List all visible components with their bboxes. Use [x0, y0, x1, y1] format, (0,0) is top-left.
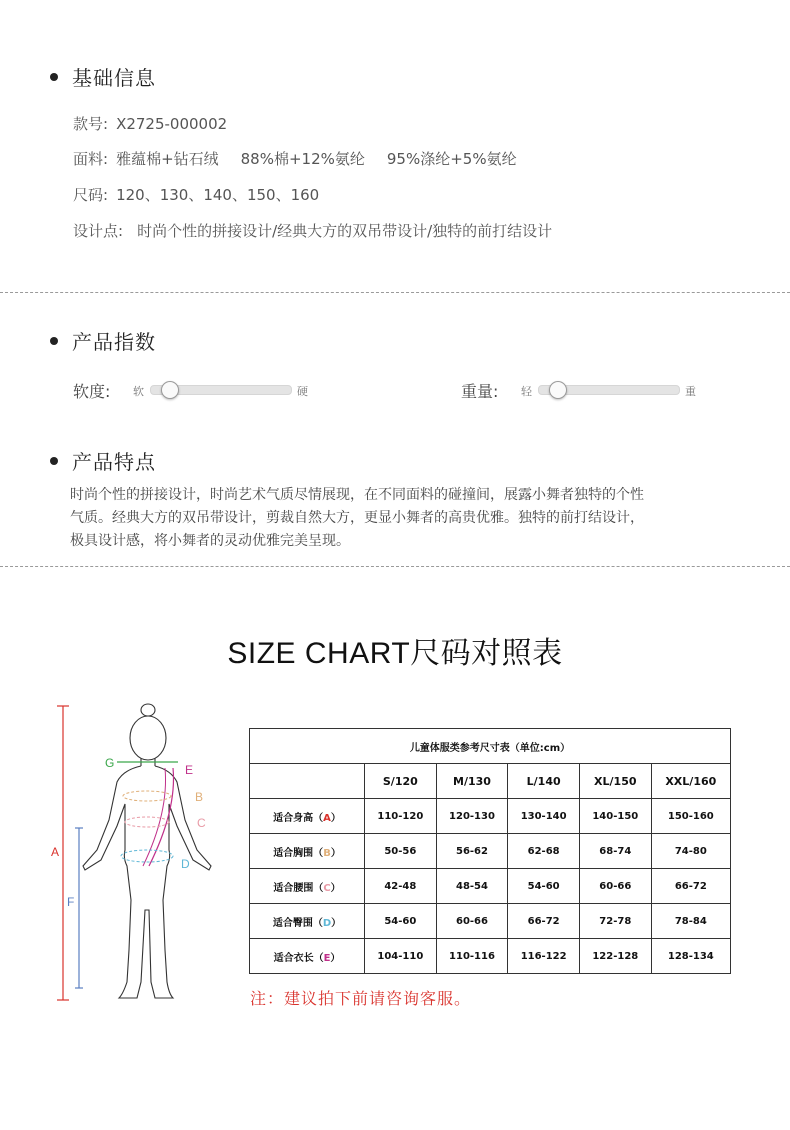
purchase-note: 注：建议拍下前请咨询客服。 [250, 989, 472, 1008]
table-cell: 110-116 [436, 939, 508, 974]
table-cell: 116-122 [508, 939, 580, 974]
table-row [250, 799, 731, 834]
row-label-letter: A [323, 812, 331, 824]
weight-label: 重量: [461, 382, 499, 401]
row-label-text: 适合胸围（ [273, 847, 324, 859]
table-row-label [250, 834, 365, 869]
style-number-value: X2725-000002 [116, 115, 228, 133]
table-header-empty [250, 764, 365, 799]
divider [0, 566, 790, 567]
table-cell: 54-60 [508, 869, 580, 904]
table-cell: 68-74 [579, 834, 651, 869]
table-cell: 140-150 [579, 799, 651, 834]
row-label-text: 适合腰围（ [273, 882, 324, 894]
table-cell: 60-66 [579, 869, 651, 904]
table-cell: 120-130 [436, 799, 508, 834]
basic-info-header [50, 62, 156, 91]
design-label: 设计点: [73, 222, 124, 240]
bullet-icon [50, 337, 58, 345]
table-cell: 130-140 [508, 799, 580, 834]
table-cell: 128-134 [651, 939, 730, 974]
table-cell: 110-120 [365, 799, 437, 834]
design-row [73, 220, 552, 241]
softness-slider-track[interactable] [150, 385, 292, 395]
style-number-label: 款号: [73, 115, 109, 133]
fabric-value-1: 雅蕴棉+钻石绒 [116, 150, 219, 168]
figure-label-e: E [185, 763, 194, 777]
features-line: 极具设计感，将小舞者的灵动优雅完美呈现。 [70, 533, 350, 549]
table-caption: 儿童体服类参考尺寸表（单位:cm） [250, 729, 731, 764]
table-cell: 48-54 [436, 869, 508, 904]
fabric-value-2: 88%棉+12%氨纶 [240, 150, 365, 168]
body-measurement-figure [45, 700, 235, 1010]
child-silhouette-icon [83, 704, 211, 998]
size-row [73, 184, 319, 205]
table-cell: 72-78 [579, 904, 651, 939]
style-number-row [73, 113, 227, 134]
row-label-letter: B [323, 847, 331, 859]
features-line: 时尚个性的拼接设计，时尚艺术气质尽情展现，在不同面料的碰撞间，展露小舞者独特的个性 [70, 487, 644, 503]
row-label-text: ） [331, 917, 342, 929]
row-label-text: 适合身高（ [273, 812, 324, 824]
features-header [50, 446, 156, 475]
weight-slider-track[interactable] [538, 385, 680, 395]
table-header-row [250, 764, 731, 799]
row-label-text: ） [330, 847, 341, 859]
softness-label: 软度: [73, 382, 111, 401]
fabric-label: 面料: [73, 150, 109, 168]
size-chart-title: SIZE CHART尺码对照表 [227, 637, 563, 670]
figure-label-b: B [195, 790, 204, 804]
softness-slider-handle[interactable] [161, 381, 179, 399]
weight-min-label: 轻 [521, 385, 532, 398]
table-cell: 122-128 [579, 939, 651, 974]
measure-line-d [121, 850, 173, 862]
fabric-row [73, 148, 517, 169]
figure-label-g: G [105, 756, 115, 770]
divider [0, 292, 790, 293]
figure-label-d: D [181, 857, 190, 871]
table-cell: 150-160 [651, 799, 730, 834]
row-label-text: ） [330, 952, 341, 964]
bullet-icon [50, 73, 58, 81]
row-label-letter: E [323, 952, 331, 964]
table-header-cell: M/130 [436, 764, 508, 799]
table-cell: 78-84 [651, 904, 730, 939]
table-cell: 66-72 [651, 869, 730, 904]
table-cell: 62-68 [508, 834, 580, 869]
table-cell: 42-48 [365, 869, 437, 904]
table-cell: 104-110 [365, 939, 437, 974]
fabric-value-3: 95%涤纶+5%氨纶 [386, 150, 517, 168]
bullet-icon [50, 457, 58, 465]
weight-slider-handle[interactable] [549, 381, 567, 399]
table-row [250, 904, 731, 939]
size-reference-table [249, 728, 731, 974]
table-cell: 60-66 [436, 904, 508, 939]
table-row-label [250, 904, 365, 939]
weight-max-label: 重 [685, 385, 696, 398]
table-row [250, 939, 731, 974]
section-title-product-index: 产品指数 [72, 330, 156, 354]
section-title-features: 产品特点 [72, 450, 156, 474]
features-description [70, 484, 740, 553]
table-cell: 56-62 [436, 834, 508, 869]
figure-label-f: F [67, 895, 75, 909]
table-header-cell: S/120 [365, 764, 437, 799]
table-cell: 66-72 [508, 904, 580, 939]
table-row [250, 834, 731, 869]
table-row [250, 869, 731, 904]
row-label-text: ） [330, 812, 341, 824]
table-cell: 74-80 [651, 834, 730, 869]
features-line: 气质。经典大方的双吊带设计，剪裁自然大方，更显小舞者的高贵优雅。独特的前打结设计， [70, 510, 644, 526]
measure-line-c [125, 817, 169, 827]
figure-label-c: C [197, 816, 206, 830]
table-cell: 54-60 [365, 904, 437, 939]
row-label-text: 适合臀围（ [272, 917, 323, 929]
softness-min-label: 软 [133, 385, 144, 398]
table-row-label [250, 869, 365, 904]
table-header-cell: XL/150 [579, 764, 651, 799]
section-title-basic-info: 基础信息 [72, 66, 156, 90]
softness-max-label: 硬 [297, 385, 308, 398]
table-row-label [250, 939, 365, 974]
figure-label-a: A [51, 845, 60, 859]
row-label-letter: D [322, 917, 332, 929]
table-header-cell: L/140 [508, 764, 580, 799]
design-value: 时尚个性的拼接设计/经典大方的双吊带设计/独特的前打结设计 [137, 222, 553, 240]
table-cell: 50-56 [365, 834, 437, 869]
row-label-letter: C [323, 882, 331, 894]
row-label-text: 适合衣长（ [273, 952, 324, 964]
row-label-text: ） [330, 882, 341, 894]
size-value: 120、130、140、150、160 [116, 186, 320, 204]
product-index-header [50, 326, 156, 355]
table-row-label [250, 799, 365, 834]
table-header-cell: XXL/160 [651, 764, 730, 799]
size-label: 尺码: [73, 186, 109, 204]
